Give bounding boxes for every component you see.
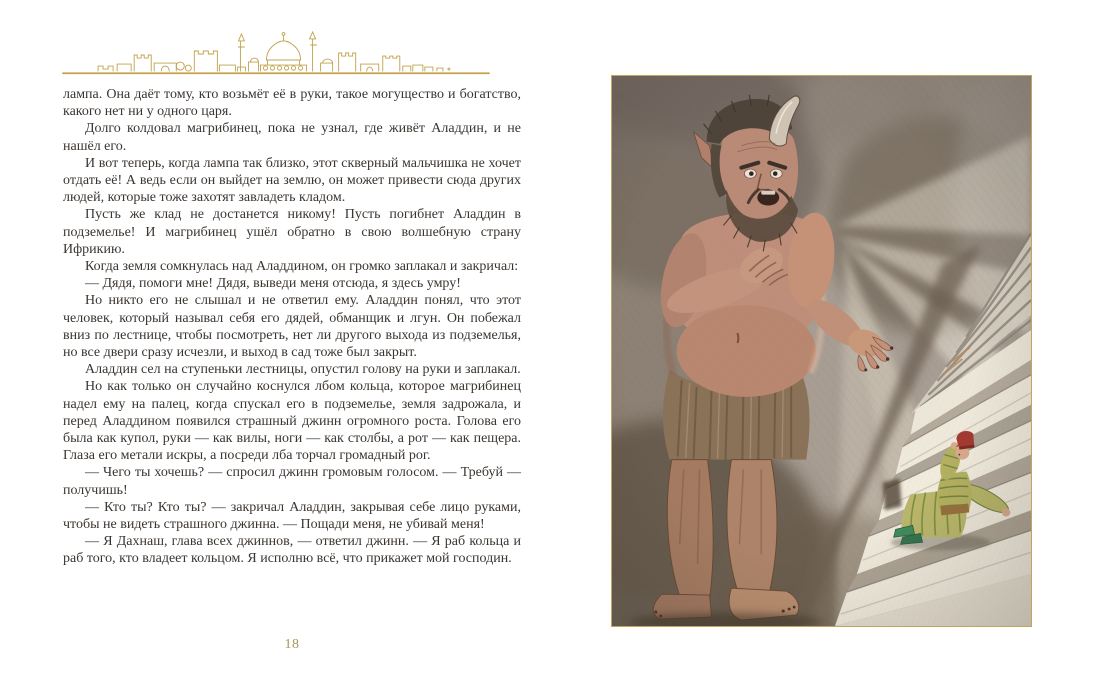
page-number: 18 xyxy=(284,637,300,652)
illustration-frame xyxy=(611,75,1032,627)
paragraph: — Чего ты хочешь? — спросил джинн громовым голосом. — Требуй — получишь! xyxy=(63,465,521,498)
genie-illustration xyxy=(612,76,1031,626)
paragraph: лампа. Она даёт тому, кто возьмёт её в руки, такое могущество и богатство, какого нет ни у одного царя. xyxy=(63,87,521,120)
city-skyline-ornament xyxy=(62,24,490,76)
paragraph: — Кто ты? Кто ты? — закричал Аладдин, закрывая себе лицо руками, чтобы не видеть страшного джинна. — Пощади меня, не убивай меня! xyxy=(63,499,521,533)
paragraph: Аладдин сел на ступеньки лестницы, опустил голову на руки и заплакал. xyxy=(85,362,521,378)
paragraph: — Я Дахнаш, глава всех джиннов, — ответил джинн. — Я раб кольца и раб того, кто владеет кольцом. Я исполню всё, что прикажет мой господин. xyxy=(63,534,521,567)
city-skyline-icon xyxy=(62,24,490,76)
paragraph: Но никто его не слышал и не ответил ему. Аладдин понял, что этот человек, который называл себя его дядей, обманщик и лгун. Он побежал вниз по лестнице, чтобы посмотреть, нет ли другого выхода из подземелья, но все двери сразу исчезли, и выход в сад тоже был закрыт. xyxy=(63,293,521,361)
paragraph: — Дядя, помоги мне! Дядя, выведи меня отсюда, я здесь умру! xyxy=(85,276,461,292)
story-text xyxy=(63,86,521,568)
paragraph: Когда земля сомкнулась над Аладдином, он громко заплакал и закричал: xyxy=(85,259,519,275)
paragraph: Но как только он случайно коснулся лбом кольца, которое магрибинец надел ему на палец, когда спускал его в подземелье, земля задрожала, и перед Аладдином появился страшный джинн огромного роста. Голова его была как купол, руки — как вилы, ноги — как столбы, а рот — как пещера. Глаза его метали искры, а посреди лба торчал громадный рог. xyxy=(63,379,521,464)
paragraph: И вот теперь, когда лампа так близко, этот скверный мальчишка не хочет отдать её! А ведь если он выйдет на землю, он может привести сюда других людей, которые тоже захотят завладеть кладом. xyxy=(63,155,521,206)
paragraph: Долго колдовал магрибинец, пока не узнал, где живёт Аладдин, и не нашёл его. xyxy=(63,121,521,154)
paragraph: Пусть же клад не достанется никому! Пусть погибнет Аладдин в подземелье! И магрибинец ушёл обратно в свою волшебную страну Ифрикию. xyxy=(63,207,521,257)
